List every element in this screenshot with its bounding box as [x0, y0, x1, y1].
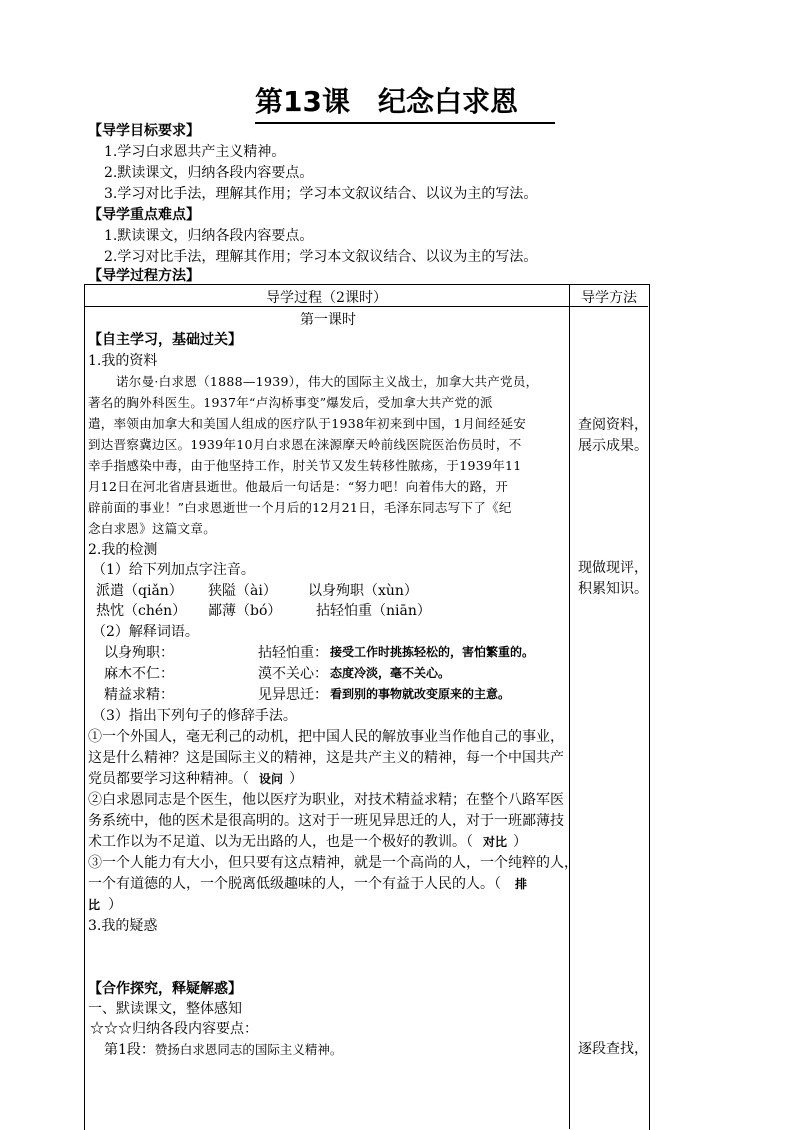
sentence-line: ①一个外国人，毫无利己的动机，把中国人民的解放事业当作他自己的事业，: [88, 729, 564, 745]
goal-item: 3.学习对比手法，理解其作用；学习本文叙议结合、以议为主的写法。: [104, 186, 538, 202]
stars-line: ☆☆☆归纳各段内容要点：: [90, 1021, 258, 1037]
q3-title: （3）指出下列句子的修辞手法。: [92, 708, 297, 724]
vocab-answer: 看到别的事物就改变原来的主意。: [330, 687, 511, 701]
sentence-close: ）: [108, 897, 123, 913]
para-label: 第1段：: [104, 1042, 155, 1058]
method-cell: 查阅资料，展示成果。: [578, 417, 648, 454]
sentence-line: 这是什么精神？这是国际主义的精神，这是共产主义的精神，每一个中国共产: [88, 750, 564, 766]
vocab-term: 精益求精：: [104, 687, 174, 703]
table-column-divider: [569, 284, 570, 1129]
pinyin-item: 狭隘（ài）: [208, 583, 277, 599]
sentence-text: 术工作以为不足道、以为无出路的人，也是一个极好的教训。（: [88, 834, 473, 850]
vocab-answer: 接受工作时挑拣轻松的，害怕繁重的。: [330, 645, 535, 659]
process-heading: 【导学过程方法】: [88, 268, 200, 284]
bio-line: 诺尔曼·白求恩（1888—1939），伟大的国际主义战士，加拿大共产党员，: [116, 374, 539, 389]
pinyin-item: 拈轻怕重（niān）: [316, 603, 431, 619]
vocab-term: 以身殉职：: [104, 645, 174, 661]
sentence-line: ②白求恩同志是个医生，他以医疗为职业，对技术精益求精；在整个八路军医: [88, 792, 564, 808]
q2-title: （2）解释词语。: [92, 624, 199, 640]
key-point-item: 2.学习对比手法，理解其作用；学习本文叙议结合、以议为主的写法。: [104, 249, 538, 265]
q1-title: （1）给下列加点字注音。: [92, 562, 255, 578]
vocab-term: 漠不关心：: [258, 666, 328, 682]
table-header-process: 导学过程（2课时）: [266, 290, 387, 306]
part1-title: 一、默读课文，整体感知: [88, 1001, 242, 1017]
my-info-title: 1.我的资料: [88, 353, 158, 369]
sentence-line: ③一个人能力有大小，但只要有这点精神，就是一个高尚的人，一个纯粹的人，: [88, 855, 578, 871]
goals-heading: 【导学目标要求】: [88, 123, 200, 139]
vocab-answer: 态度冷淡，毫不关心。: [330, 666, 451, 680]
rhetoric-answer: 设问: [259, 772, 284, 786]
vocab-term: 麻木不仁：: [104, 666, 174, 682]
pinyin-item: 鄙薄（bó）: [208, 603, 282, 619]
goal-item: 1.学习白求恩共产主义精神。: [104, 144, 286, 160]
bio-line: 月12日在河北省唐县逝世。他最后一句话是：“努力吧！向着伟大的路，开: [88, 479, 508, 494]
bio-line: 辟前面的事业！”白求恩逝世一个月后的12月21日，毛泽东同志写下了《纪: [88, 500, 512, 515]
sentence-text: 党员都要学习这种精神。（: [88, 771, 249, 787]
rhetoric-answer: 排: [515, 877, 528, 891]
key-points-heading: 【导学重点难点】: [88, 207, 200, 223]
sentence-line: 务系统中，他的医术是很高明的。这对于一班见异思迁的人，对于一班鄙薄技: [88, 813, 564, 829]
method-cell: 现做现评，积累知识。: [578, 560, 648, 597]
goal-item: 2.默读课文，归纳各段内容要点。: [104, 165, 314, 181]
pinyin-item: 热忱（chén）: [96, 603, 187, 619]
method-cell: 逐段查找，: [578, 1041, 648, 1057]
my-test-title: 2.我的检测: [88, 542, 158, 558]
doubt-title: 3.我的疑惑: [88, 918, 158, 934]
sentence-line: [88, 873, 527, 893]
vocab-term: 拈轻怕重：: [258, 645, 328, 661]
self-study-heading: 【自主学习，基础过关】: [88, 332, 242, 348]
pinyin-item: 以身殉职（xùn）: [308, 583, 418, 599]
bio-line: 幸手指感染中毒，由于他坚持工作，肘关节又发生转移性脓疡，于1939年11: [88, 458, 522, 473]
sentence-text: 一个有道德的人，一个脱离低级趣味的人，一个有益于人民的人。（: [88, 876, 501, 892]
sentence-close: ）: [513, 834, 528, 850]
bio-line: 念白求恩》这篇文章。: [88, 521, 217, 536]
coop-heading: 【合作探究，释疑解惑】: [88, 981, 242, 997]
key-point-item: 1.默读课文，归纳各段内容要点。: [104, 228, 314, 244]
table-header-method: 导学方法: [581, 290, 637, 306]
pinyin-item: 派遣（qiǎn）: [96, 583, 183, 599]
rhetoric-answer: 比: [88, 898, 101, 912]
sentence-close: ）: [289, 771, 304, 787]
sentence-line: [88, 831, 527, 851]
bio-line: 著名的胸外科医生。1937年“卢沟桥事变”爆发后，受加拿大共产党的派: [88, 395, 493, 410]
bio-line: 到达晋察冀边区。1939年10月白求恩在涞源摩天岭前线医院医治伤员时，不: [88, 437, 522, 452]
rhetoric-answer: 对比: [483, 835, 508, 849]
lesson-label: 第一课时: [300, 312, 356, 328]
sentence-line: [88, 768, 303, 788]
vocab-term: 见异思迁：: [258, 687, 328, 703]
page-title: 第13课 纪念白求恩: [255, 80, 555, 124]
para-summary: [104, 1039, 342, 1059]
bio-line: 遣，率领由加拿大和美国人组成的医疗队于1938年初来到中国，1月间经延安: [88, 416, 527, 431]
para-answer: 赞扬白求恩同志的国际主义精神。: [154, 1042, 343, 1057]
sentence-line: [88, 894, 122, 914]
